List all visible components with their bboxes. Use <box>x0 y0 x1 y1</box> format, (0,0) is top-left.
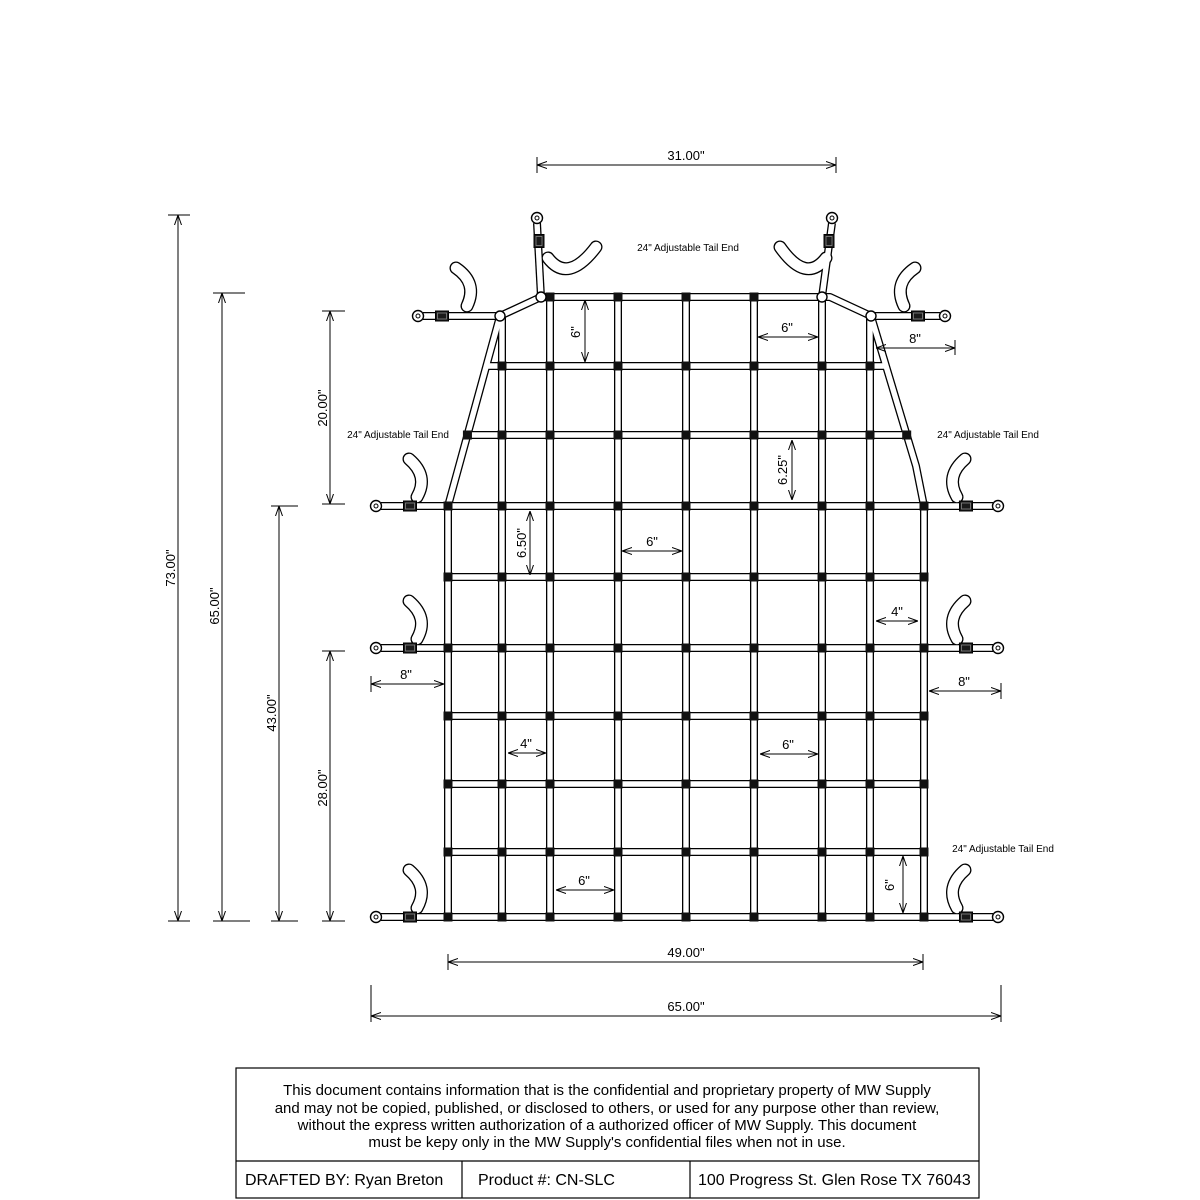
strap-buckle <box>920 712 929 721</box>
tail-end-label: 24" Adjustable Tail End <box>937 430 1039 441</box>
strap-buckle <box>682 293 691 302</box>
strap-buckle <box>750 502 759 511</box>
spacing-label: 6.50" <box>514 528 529 558</box>
strap-buckle <box>750 913 759 922</box>
strap-buckle <box>498 848 507 857</box>
strap-buckle <box>444 848 453 857</box>
dimension-label-bottom-width: 49.00" <box>667 945 705 960</box>
strap-buckle <box>546 431 555 440</box>
product-number: Product #: CN-SLC <box>478 1172 615 1189</box>
strap-buckle <box>546 293 555 302</box>
spacing-label: 6.25" <box>775 455 790 485</box>
spacing-label: 8" <box>909 331 921 346</box>
strap-buckle <box>866 644 875 653</box>
strap-buckle <box>546 502 555 511</box>
strap-buckle <box>750 780 759 789</box>
strap-buckle <box>498 712 507 721</box>
strap-buckle <box>614 780 623 789</box>
strap-buckle <box>546 913 555 922</box>
tail-eyelet <box>993 643 1004 654</box>
strap-buckle <box>682 431 691 440</box>
confidentiality-notice-line: This document contains information that is the confidential and proprietary property of MW Supply <box>283 1082 931 1099</box>
strap-buckle <box>818 362 827 371</box>
tail-eyelet <box>371 501 382 512</box>
strap-buckle <box>682 780 691 789</box>
strap-buckle <box>546 644 555 653</box>
strap-buckle <box>750 362 759 371</box>
dimension-label-height: 20.00" <box>315 389 330 427</box>
strap-buckle <box>614 913 623 922</box>
strap-buckle <box>866 712 875 721</box>
strap-buckle <box>682 913 691 922</box>
left-side-strap <box>448 316 500 506</box>
strap-ring <box>495 311 505 321</box>
strap-buckle <box>866 913 875 922</box>
strap-buckle <box>682 502 691 511</box>
strap-buckle <box>682 712 691 721</box>
tail-eyelet <box>993 501 1004 512</box>
strap-buckle <box>682 848 691 857</box>
tail-eyelet <box>827 213 838 224</box>
strap-buckle <box>750 712 759 721</box>
strap-buckle <box>818 780 827 789</box>
dimensions <box>163 148 1001 1022</box>
strap-ring <box>817 292 827 302</box>
tail-eyelet <box>940 311 951 322</box>
strap-buckle <box>498 913 507 922</box>
strap-buckle <box>614 502 623 511</box>
spacing-label: 6" <box>646 534 658 549</box>
spacing-label: 6" <box>568 326 583 338</box>
strap-buckle <box>498 644 507 653</box>
dimension-label-height: 65.00" <box>207 587 222 625</box>
strap-buckle <box>463 431 472 440</box>
spacing-label: 6" <box>781 320 793 335</box>
tail-end-label: 24" Adjustable Tail End <box>347 430 449 441</box>
strap-buckle <box>818 502 827 511</box>
strap-buckle <box>818 848 827 857</box>
strap-ring <box>866 311 876 321</box>
strap-buckle <box>498 502 507 511</box>
strap-buckle <box>546 780 555 789</box>
strap-buckle <box>682 644 691 653</box>
strap-buckle <box>444 502 453 511</box>
strap-buckle <box>920 573 929 582</box>
strap-buckle <box>866 431 875 440</box>
spacing-label: 4" <box>891 604 903 619</box>
strap-buckle <box>498 431 507 440</box>
strap-buckle <box>866 780 875 789</box>
strap-buckle <box>866 502 875 511</box>
strap-buckle <box>444 712 453 721</box>
confidentiality-notice-line: without the express written authorization of a authorized officer of MW Supply. This document <box>297 1117 917 1134</box>
strap-buckle <box>614 712 623 721</box>
strap-buckle <box>920 780 929 789</box>
strap-buckle <box>444 780 453 789</box>
strap-buckle <box>818 913 827 922</box>
strap-buckle <box>498 362 507 371</box>
tail-eyelet <box>371 912 382 923</box>
tail-end-labels <box>347 243 1054 855</box>
confidentiality-notice-line: and may not be copied, published, or disclosed to others, or used for any purpose other than review, <box>274 1100 940 1117</box>
spacing-label: 8" <box>958 674 970 689</box>
strap-buckle <box>818 644 827 653</box>
strap-buckle <box>546 848 555 857</box>
cargo-net-drawing <box>371 213 1004 923</box>
tail-eyelet <box>413 311 424 322</box>
spacing-label: 4" <box>520 736 532 751</box>
strap-buckle <box>682 573 691 582</box>
dimension-label-top-width: 31.00" <box>667 148 705 163</box>
strap-buckle <box>818 712 827 721</box>
strap-buckle <box>614 573 623 582</box>
tail-eyelet <box>371 643 382 654</box>
title-block <box>236 1068 979 1198</box>
strap-buckle <box>444 644 453 653</box>
strap-buckle <box>920 644 929 653</box>
strap-buckle <box>920 502 929 511</box>
strap-buckle <box>682 362 691 371</box>
dimension-label-height: 43.00" <box>264 694 279 732</box>
strap-buckle <box>750 644 759 653</box>
strap-buckle <box>818 431 827 440</box>
confidentiality-notice-line: must be kepy only in the MW Supply's confidential files when not in use. <box>368 1134 846 1151</box>
strap-buckle <box>750 573 759 582</box>
spacing-label: 6" <box>882 879 897 891</box>
tail-end-label: 24" Adjustable Tail End <box>952 844 1054 855</box>
strap-buckle <box>866 848 875 857</box>
strap-buckle <box>614 362 623 371</box>
tail-end-label: 24" Adjustable Tail End <box>637 243 739 254</box>
strap-buckle <box>750 293 759 302</box>
strap-fills <box>381 223 993 917</box>
strap-buckle <box>444 913 453 922</box>
dimension-label-overall-width: 65.00" <box>667 999 705 1014</box>
dimension-label-overall-height: 73.00" <box>163 549 178 587</box>
spacing-label: 6" <box>578 873 590 888</box>
strap-buckle <box>498 780 507 789</box>
strap-buckle <box>866 362 875 371</box>
tail-eyelet <box>532 213 543 224</box>
strap-buckle <box>498 573 507 582</box>
strap-buckle <box>920 913 929 922</box>
strap-buckle <box>920 848 929 857</box>
strap-buckle <box>614 644 623 653</box>
strap-buckle <box>546 362 555 371</box>
tail-eyelet <box>993 912 1004 923</box>
strap-buckle <box>546 712 555 721</box>
strap-buckle <box>750 848 759 857</box>
strap-buckle <box>444 573 453 582</box>
strap-buckle <box>614 848 623 857</box>
dimension-label-height: 28.00" <box>315 769 330 807</box>
strap-buckle <box>614 293 623 302</box>
strap-buckle <box>866 573 875 582</box>
drafted-by: DRAFTED BY: Ryan Breton <box>245 1172 444 1189</box>
strap-buckle <box>750 431 759 440</box>
company-address: 100 Progress St. Glen Rose TX 76043 <box>698 1172 971 1189</box>
strap-buckle <box>614 431 623 440</box>
spacing-label: 6" <box>782 737 794 752</box>
strap-buckle <box>546 573 555 582</box>
strap-buckle <box>902 431 911 440</box>
strap-ring <box>536 292 546 302</box>
strap-buckle <box>818 573 827 582</box>
spacing-label: 8" <box>400 667 412 682</box>
